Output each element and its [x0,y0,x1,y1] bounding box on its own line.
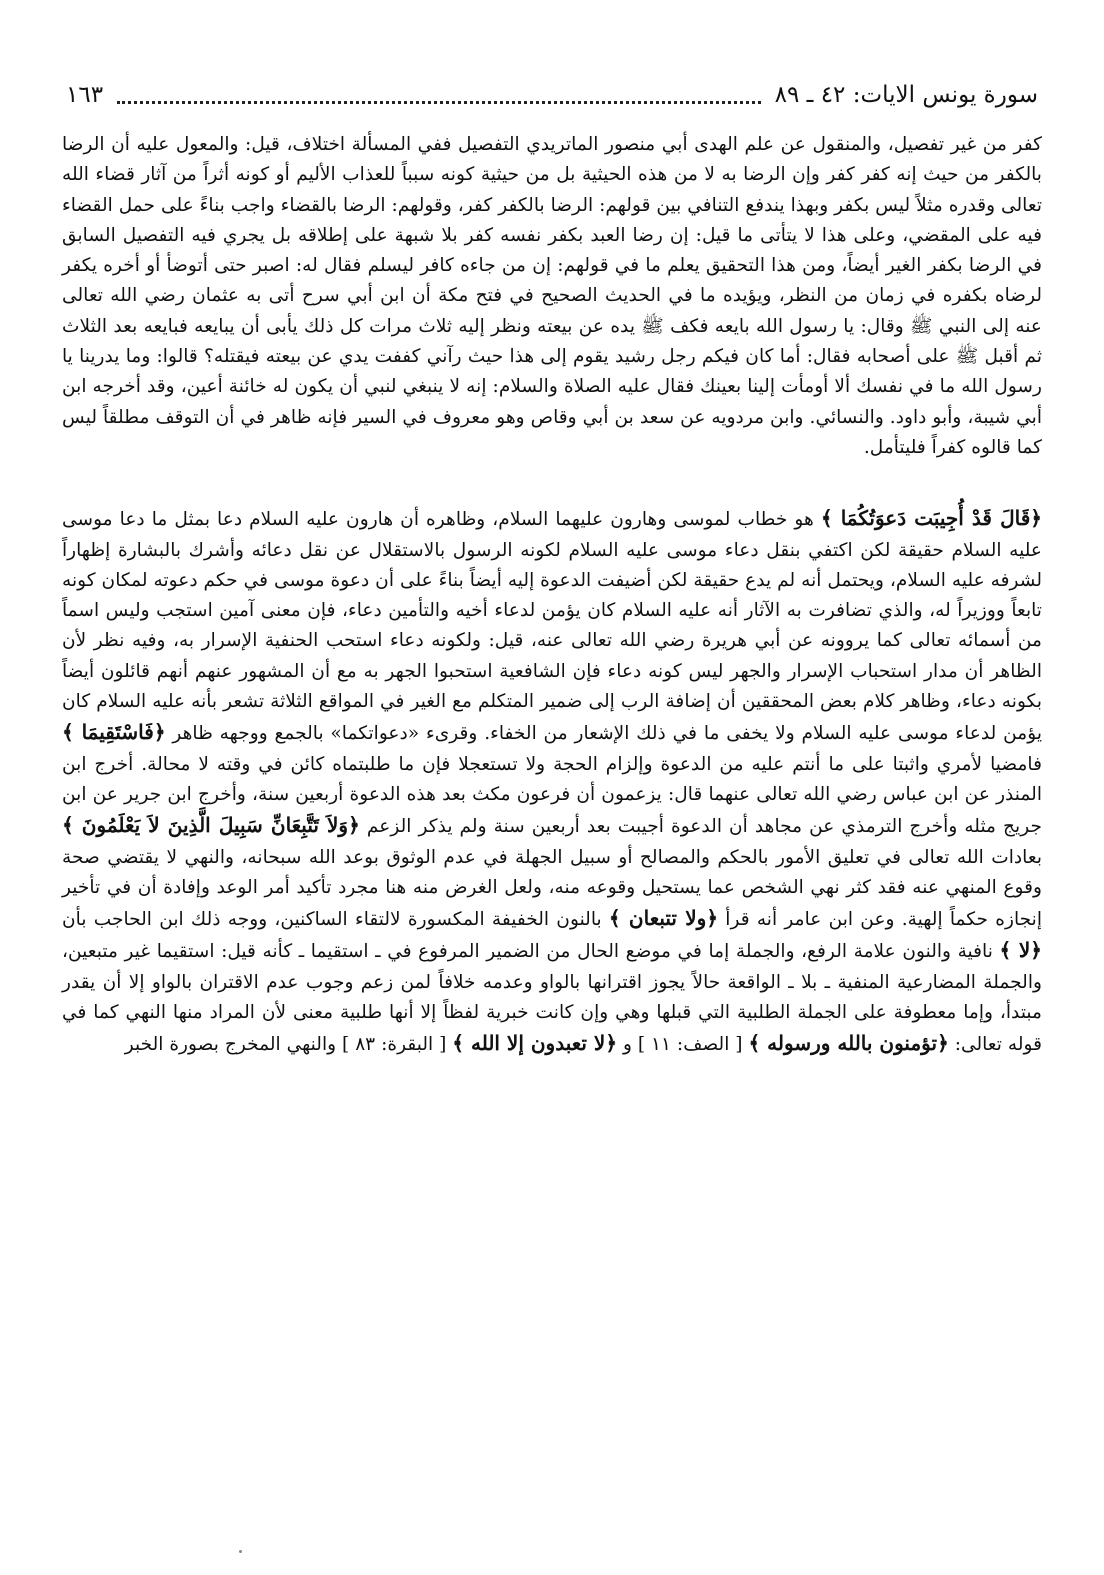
surah-title: سورة يونس الايات: ٤٢ ـ ٨٩ [774,82,1038,108]
commentary-text: هو خطاب لموسى وهارون عليهما السلام، وظاهره أن هارون عليه السلام دعا بمثل ما دعا موسى عليه السلام حقيقة لكن اكتفي بنقل دعاء موسى عليه السلام لكونه الرسول بالاستقلال عن نقل دعائه وأشرك بالبشارة إظهاراً لشرفه عليه السلام، ويحتمل أنه لم يدع حقيقة لكن أضيفت الدعوة إليه أيضاً بناءً على أن دعوة موسى في حكم دعوته لمكان كونه تابعاً ووزيراً له، والذي تضافرت به الآثار أنه عليه السلام كان يؤمن لدعاء أخيه والتأمين دعاء، فإن معنى آمين استجب وليس اسماً من أسمائه تعالى كما يروونه عن أبي هريرة رضي الله تعالى عنه، قيل: ولكونه دعاء استحب الحنفية الإسرار به، وفيه نظر لأن الظاهر أن مدار استحباب الإسرار والجهر ليس كونه دعاء فإن الشافعية استحبوا الجهر به مع أن المشهور عنهم أنهم قائلون أيضاً بكونه دعاء، وظاهر كلام بعض المحققين أن إضافة الرب إلى ضمير المتكلم مع الغير في المواقع الثلاثة تشعر بأنه عليه السلام كان يؤمن لدعاء موسى عليه السلام ولا يخفى ما في ذلك الإشعار من الخفاء. وقرىء «دعواتكما» بالجمع ووجهه ظاهر [62,509,1043,745]
quran-verse: ﴿تؤمنون بالله ورسوله ﴾ [748,1031,949,1056]
citation-text: [ البقرة: ٨٣ ] والنهي المخرج بصورة الخبر [124,1034,447,1056]
page-number: ١٦٣ [66,82,104,108]
quran-verse: ﴿ولا تتبعان ﴾ [608,906,719,931]
commentary-text: بالنون الخفيفة المكسورة لالتقاء الساكنين، ووجه ذلك ابن الحاجب بأن [62,909,602,931]
citation-text: [ الصف: ١١ ] و [622,1034,743,1056]
running-header [62,78,1042,112]
quran-verse: ﴿قَالَ قَدْ أُجِيبَت دَعوَتُكُمَا ﴾ [820,506,1042,531]
quran-verse: ﴿لا تعبدون إلا الله ﴾ [452,1031,618,1056]
dot-leader [117,87,761,104]
paragraph-2 [62,503,1042,1060]
commentary-text: فامضيا لأمري واثبتا على ما أنتم عليه من الدعوة وإلزام الحجة ولا تستعجلا فإن ما طلبتماه كائن في وقته لا محالة. أخرج ابن المنذر عن ابن عباس رضي الله تعالى عنهما قال: يزعمون أن فرعون مكث بعد هذه الدعوة أربعين سنة، وأخرج ابن جرير عن ابن جريج مثله وأخرج الترمذي عن مجاهد أن الدعوة أجيبت بعد أربعين سنة ولم يذكر الزعم [62,753,1042,838]
quran-verse: ﴿فَاسْتَقِيمَا ﴾ [62,720,166,745]
quran-verse: ﴿وَلاَ تَتَّبِعَانِّ سَبِيلَ الَّذِينَ لاَ يَعْلَمُونَ ﴾ [62,813,360,838]
ink-speck [239,1550,242,1553]
document-page [62,78,1042,1061]
commentary-text: بعادات الله تعالى في تعليق الأمور بالحكم والمصالح أو سبيل الجهلة في عدم الوثوق بوعد الله سبحانه، والنهي لا يقتضي صحة وقوع المنهي عنه فقد كثر نهي الشخص عما يستحيل وقوعه منه، ولعل الغرض منه هنا مجرد تأكيد أمر الوعد وإفادة أن في تأخير إنجازه حكماً إلهية. وعن ابن عامر أنه قرأ [62,846,1043,931]
commentary-text: نافية والنون علامة الرفع، والجملة إما في موضع الحال من الضمير المرفوع في ـ استقيما ـ كأنه قيل: استقيما غير متبعين، والجملة المضارعية المنفية ـ بلا ـ الواقعة حالاً يجوز اقترانها بالواو وعدمه خلافاً لمن زعم وجوب عدم الاقتران بالواو إلا أن يقدر مبتدأ، وإما معطوفة على الجملة الطلبية التي قبلها وهي وإن كانت خبرية لفظاً إلا أنها طلبية معنى لأن المراد منها النهي كما في قوله تعالى: [62,941,1042,1056]
quran-verse: ﴿لا ﴾ [999,938,1042,963]
paragraph-1: كفر من غير تفصيل، والمنقول عن علم الهدى أبي منصور الماتريدي التفصيل ففي المسألة اختلاف، قيل: والمعول عليه أن الرضا بالكفر من حيث إنه كفر كفر وإن الرضا به لا من هذه الحيثية بل من حيثية كونه سبباً للعذاب الأليم أو كونه أثراً من آثار قضاء الله تعالى وقدره مثلاً ليس بكفر وبهذا يندفع التنافي بين قولهم: الرضا بالكفر كفر، وقولهم: الرضا بالقضاء واجب بناءً على حمل القضاء فيه على المقضي، وعلى هذا لا يتأتى ما قيل: إن رضا العبد بكفر نفسه كفر بلا شبهة على إطلاقه بل يجري فيه التفصيل السابق في الرضا بكفر الغير أيضاً، ومن هذا التحقيق يعلم ما في قولهم: إن من جاءه كافر ليسلم فقال له: اصبر حتى أتوضأ أو أخره يكفر لرضاه بكفره في زمان من النظر، ويؤيده ما في الحديث الصحيح في فتح مكة أن ابن أبي سرح أتى به عثمان رضي الله تعالى عنه إلى النبي ﷺ وقال: يا رسول الله بايعه فكف ﷺ يده عن بيعته ونظر إليه ثلاث مرات كل ذلك يأبى أن يبايعه فبايعه بعد الثلاث ثم أقبل ﷺ على أصحابه فقال: أما كان فيكم رجل رشيد يقوم إلى هذا حيث رآني كففت يدي عن بيعته فيقتله؟ قالوا: وما يدرينا يا رسول الله ما في نفسك ألا أومأت إلينا بعينك فقال عليه الصلاة والسلام: إنه لا ينبغي لنبي أن يكون له خائنة أعين، وقد أخرجه ابن أبي شيبة، وأبو داود. والنسائي. وابن مردويه عن سعد بن أبي وقاص وهو معروف في السير فإنه ظاهر في أن التوقف مطلقاً ليس كما قالوه كفراً فليتأمل. [62,134,1042,458]
